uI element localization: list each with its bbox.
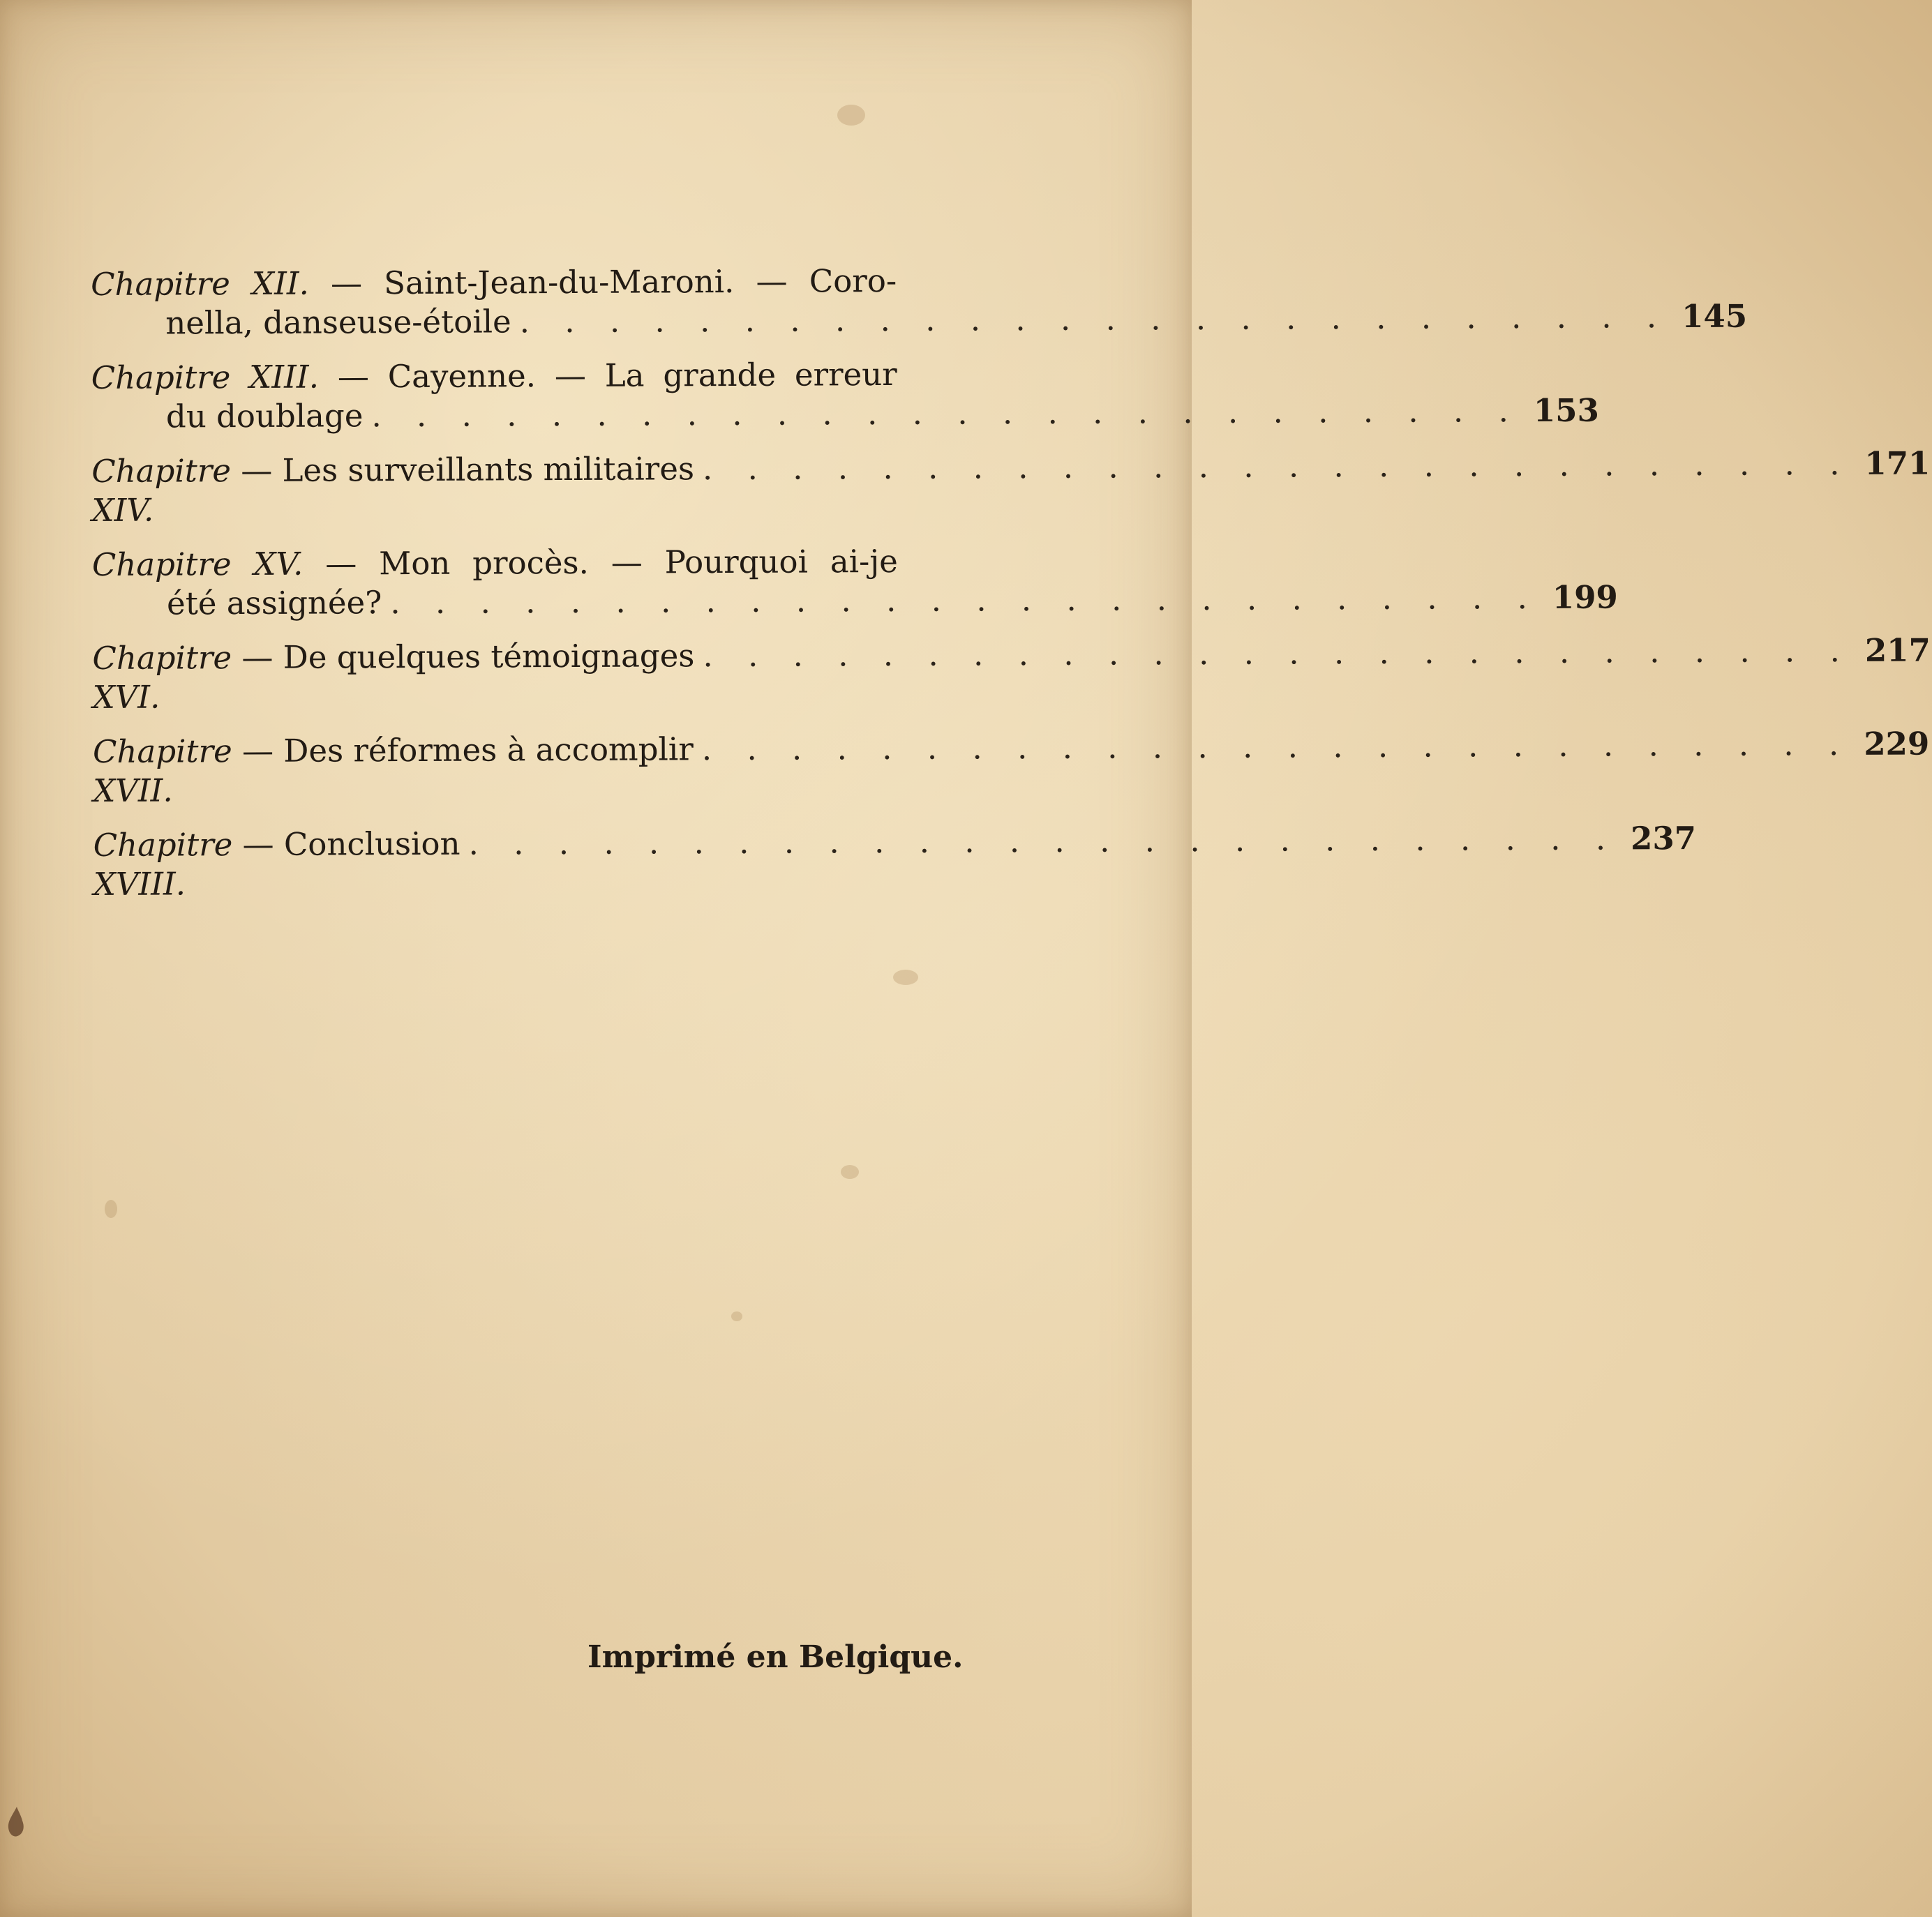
printer-imprint: Imprimé en Belgique. — [587, 1639, 964, 1675]
chapter-label: Chapitre XII. — [91, 264, 309, 303]
paper-stain — [731, 1311, 742, 1321]
chapter-title-part2: été assignée? — [167, 584, 382, 622]
toc-entry-first-line — [92, 542, 898, 585]
chapter-label: Chapitre XVI. — [92, 639, 232, 716]
page-number: 217 — [1864, 631, 1931, 669]
dot-leader: . . . . . . . . . . . . . . . . . . . . . . . . . . — [390, 578, 1540, 622]
toc-entry-line — [93, 819, 1697, 904]
paper-stain — [837, 105, 865, 126]
paper-stain — [105, 1200, 117, 1218]
toc-entry-chapter-17 — [92, 725, 1930, 811]
page-number: 237 — [1630, 819, 1697, 857]
chapter-title: — De quelques témoignages — [241, 637, 695, 677]
dot-leader: . . . . . . . . . . . . . . . . . . . . . . . . . . — [519, 298, 1670, 340]
chapter-title: — Des réformes à accomplir — [241, 730, 694, 770]
toc-entry-line — [92, 725, 1930, 811]
chapter-title-part1: — Mon procès. — Pourquoi ai-je — [325, 542, 898, 582]
chapter-title-part2: du doublage — [165, 397, 364, 435]
page-number: 145 — [1682, 297, 1748, 336]
page-number: 229 — [1864, 725, 1930, 762]
toc-entry-chapter-13 — [91, 354, 1599, 437]
paper-stain — [893, 970, 918, 985]
toc-entry-second-line — [91, 297, 1748, 343]
dot-leader: . . . . . . . . . . . . . . . . . . . . . . . . . . — [702, 444, 1852, 488]
toc-entry-first-line — [91, 355, 897, 398]
dot-leader: . . . . . . . . . . . . . . . . . . . . . . . . . . — [701, 725, 1852, 768]
toc-entry-chapter-18 — [93, 819, 1697, 904]
chapter-label: Chapitre XVII. — [92, 732, 232, 809]
toc-entry-line — [91, 444, 1931, 530]
ink-blot-icon — [6, 1805, 27, 1839]
toc-entry-chapter-12 — [91, 261, 1748, 343]
dot-leader: . . . . . . . . . . . . . . . . . . . . . . . . . . — [371, 392, 1521, 435]
toc-entry-line — [92, 631, 1931, 717]
chapter-title-part2: nella, danseuse-étoile — [165, 303, 511, 342]
page-number: 171 — [1864, 444, 1931, 482]
toc-entry-second-line — [91, 391, 1599, 437]
chapter-label: Chapitre XVIII. — [93, 826, 233, 903]
chapter-label: Chapitre XIII. — [91, 358, 320, 396]
chapter-title-part1: — Saint-Jean-du-Maroni. — Coro- — [330, 262, 897, 302]
toc-entry-chapter-15 — [91, 541, 1618, 624]
toc-entry-chapter-16 — [92, 631, 1931, 717]
chapter-title-part1: — Cayenne. — La grande erreur — [337, 355, 897, 396]
toc-entry-first-line — [91, 262, 897, 304]
paper-stain — [841, 1165, 859, 1179]
dot-leader: . . . . . . . . . . . . . . . . . . . . . . . . . . — [468, 820, 1619, 862]
table-of-contents — [91, 261, 1931, 919]
page-number: 153 — [1533, 391, 1599, 429]
chapter-title: — Les surveillants militaires — [241, 450, 695, 490]
dot-leader: . . . . . . . . . . . . . . . . . . . . . . . . . . — [703, 631, 1853, 675]
chapter-label: Chapitre XIV. — [91, 452, 232, 529]
toc-entry-chapter-14 — [91, 444, 1931, 530]
page-number: 199 — [1552, 578, 1618, 616]
chapter-title: — Conclusion — [242, 825, 460, 864]
toc-entry-second-line — [92, 578, 1618, 624]
chapter-label: Chapitre XV. — [91, 545, 304, 583]
